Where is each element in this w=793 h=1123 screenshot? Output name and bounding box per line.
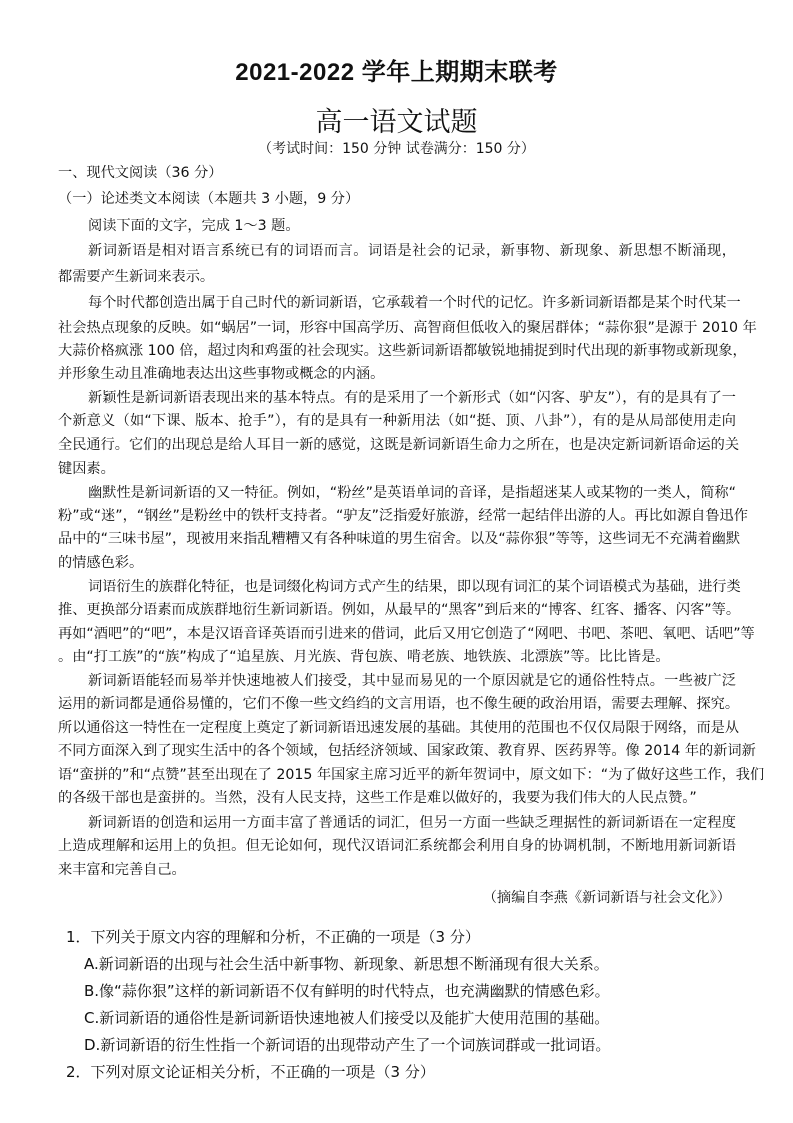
passage-line: 幽默性是新词新语的又一特征。例如，“粉丝”是英语单词的音译，是指超迷某人或某物的一类人，简称“ (88, 485, 736, 501)
passage-line: 新词新语的创造和运用一方面丰富了普通话的词汇，但另一方面一些缺乏理据性的新词新语在一定程度 (88, 815, 736, 831)
section-heading: 一、现代文阅读（36 分） (58, 165, 223, 181)
passage-line: 运用的新词都是通俗易懂的，它们不像一些文绉绉的文言用语，也不像生硬的政治用语，需要去理解、探究。 (58, 696, 740, 712)
passage-line: 新颖性是新词新语表现出来的基本特点。有的是采用了一个新形式（如“闪客、驴友”），有的是具有了一 (88, 390, 736, 406)
passage-line: 上造成理解和运用上的负担。但无论如何，现代汉语词汇系统都会利用自身的协调机制，不断地用新词新语 (58, 838, 736, 854)
passage-line: 所以通俗这一特性在一定程度上奠定了新词新语迅速发展的基础。其使用的范围也不仅仅局限于网络，而是从 (58, 720, 740, 736)
question-2-stem: 2．下列对原文论证相关分析，不正确的一项是（3 分） (66, 1063, 435, 1081)
passage-line: 新词新语是相对语言系统已有的词语而言。词语是社会的记录，新事物、新现象、新思想不断涌现， (88, 243, 736, 259)
question-1-option-c: C.新词新语的通俗性是新词新语快速地被人们接受以及能扩大使用范围的基础。 (84, 1009, 610, 1027)
question-1-option-d: D.新词新语的衍生性指一个新词语的出现带动产生了一个词族词群或一批词语。 (84, 1036, 611, 1054)
exam-title: 2021-2022 学年上期期末联考 (235, 59, 558, 86)
question-1-option-b: B.像“蒜你狠”这样的新词新语不仅有鲜明的时代特点，也充满幽默的情感色彩。 (84, 982, 610, 1000)
passage-line: 键因素。 (58, 461, 115, 477)
passage-line: 个新意义（如“下课、版本、抢手”），有的是具有一种新用法（如“挺、顶、八卦”），有的是从局部使用走向 (58, 413, 736, 429)
question-1-option-a: A.新词新语的出现与社会生活中新事物、新现象、新思想不断涌现有很大关系。 (84, 955, 609, 973)
question-1-stem: 1．下列关于原文内容的理解和分析，不正确的一项是（3 分） (66, 928, 480, 946)
passage-line: 新词新语能轻而易举并快速地被人们接受，其中显而易见的一个原因就是它的通俗性特点。一些被广泛 (88, 673, 736, 689)
passage-line: 再如“酒吧”的“吧”，本是汉语音译英语而引进来的借词，此后又用它创造了“网吧、书吧、茶吧、氧吧、话吧”等 (58, 626, 755, 642)
passage-line: 不同方面深入到了现实生活中的各个领域，包括经济领域、国家政策、教育界、医药界等。像 2014 年的新词新 (58, 743, 756, 759)
exam-subtitle: 高一语文试题 (315, 107, 478, 138)
passage-line: 的情感色彩。 (58, 555, 144, 571)
passage-line: 每个时代都创造出属于自己时代的新词新语，它承载着一个时代的记忆。许多新词新语都是某个时代某一 (88, 295, 741, 311)
passage-line: 大蒜价格疯涨 100 倍，超过肉和鸡蛋的社会现实。这些新词新语都敏锐地捕捉到时代出现的新事物或新现象， (58, 343, 747, 359)
passage-line: 语“蛮拼的”和“点赞”甚至出现在了 2015 年国家主席习近平的新年贺词中，原文如下：“为了做好这些工作，我们 (58, 767, 765, 783)
passage-line: 品中的“三味书屋”，现被用来指乱糟糟又有各种味道的男生宿舍。以及“蒜你狠”等等，这些词无不充满着幽默 (58, 531, 741, 547)
passage-line: 全民通行。它们的出现总是给人耳目一新的感觉，这既是新词新语生命力之所在，也是决定新词新语命运的关 (58, 437, 740, 453)
section-subheading: （一）论述类文本阅读（本题共 3 小题，9 分） (58, 191, 360, 207)
passage-line: 词语衍生的族群化特征，也是词缀化构词方式产生的结果，即以现有词汇的某个词语模式为基础，进行类 (88, 579, 741, 595)
passage-line: 来丰富和完善自己。 (58, 862, 186, 878)
passage-line: 社会热点现象的反映。如“蜗居”一词，形容中国高学历、高智商但低收入的聚居群体；“蒜你狠”是源于 2010 年 (58, 320, 757, 336)
passage-line: 粉”或“迷”，“钢丝”是粉丝中的铁杆支持者。“驴友”泛指爱好旅游，经常一起结伴出游的人。再比如源自鲁迅作 (58, 508, 748, 524)
exam-info: （考试时间：150 分钟 试卷满分：150 分） (258, 141, 535, 157)
passage-line: 推、更换部分语素而成族群地衍生新词新语。例如，从最早的“黑客”到后来的“博客、红客、播客、闪客”等。 (58, 602, 741, 618)
passage-line: 都需要产生新词来表示。 (58, 269, 215, 285)
passage-line: 并形象生动且准确地表达出这些事物或概念的内涵。 (58, 366, 385, 382)
passage-line: 。由“打工族”的“族”构成了“追星族、月光族、背包族、啃老族、地铁族、北漂族”等。比比皆是。 (58, 649, 670, 665)
passage-source: （摘编自李燕《新词新语与社会文化》） (482, 890, 731, 906)
reading-instruction: 阅读下面的文字，完成 1～3 题。 (88, 218, 300, 234)
passage-line: 的各级干部也是蛮拼的。当然，没有人民支持，这些工作是难以做好的，我要为我们伟大的人民点赞。” (58, 790, 697, 806)
